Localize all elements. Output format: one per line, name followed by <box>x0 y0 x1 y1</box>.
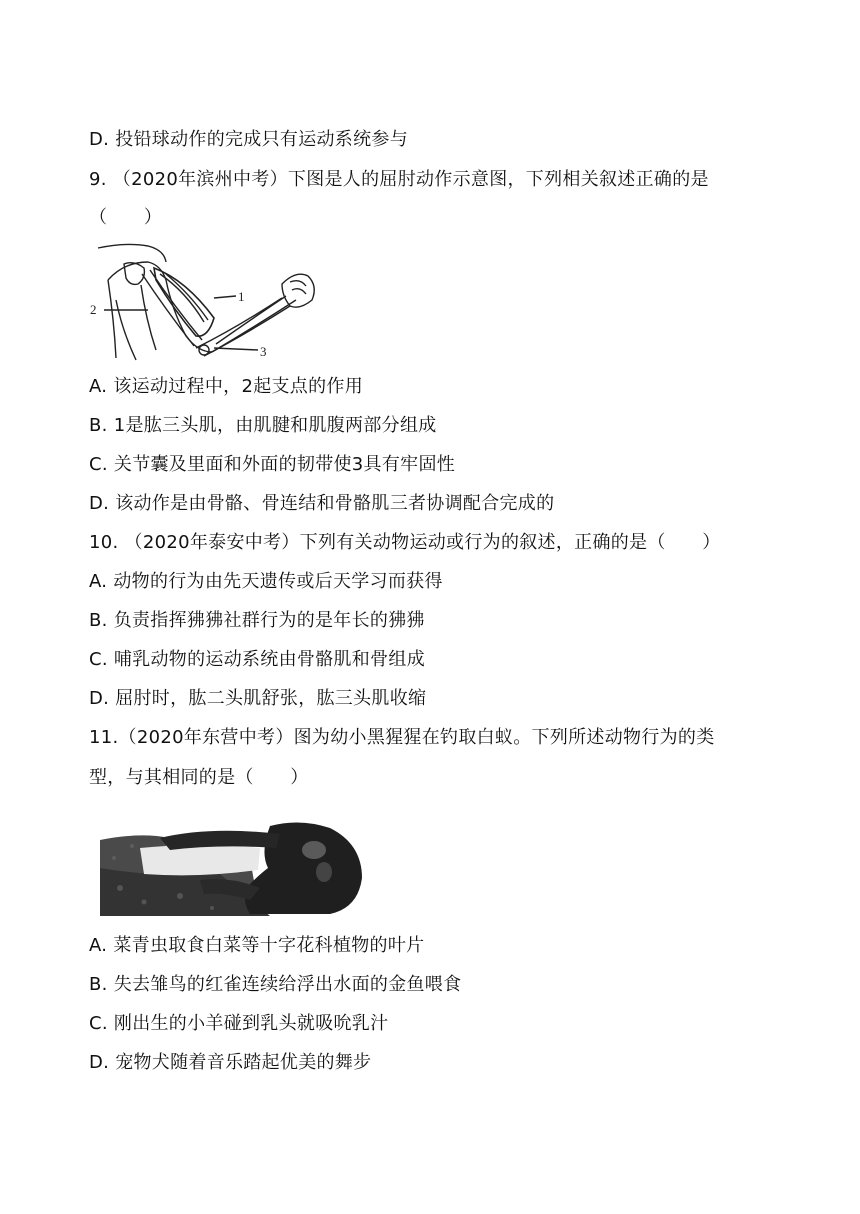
q11-stem: 11.（2020年东营中考）图为幼小黑猩猩在钓取白蚁。下列所述动物行为的类 <box>89 727 715 748</box>
q9-stem: 9. （2020年滨州中考）下图是人的屈肘动作示意图，下列相关叙述正确的是 <box>89 169 709 190</box>
figure-label-3: 3 <box>260 344 267 359</box>
elbow-flexion-figure <box>86 240 326 365</box>
q11-stem-continued: 型，与其相同的是（ ） <box>89 767 309 788</box>
chimpanzee-photo <box>100 818 365 916</box>
q11-option-b: B. 失去雏鸟的红雀连续给浮出水面的金鱼喂食 <box>89 974 462 995</box>
q9-answer-paren: （ ） <box>89 207 163 228</box>
q9-option-a: A. 该运动过程中，2起支点的作用 <box>89 376 363 397</box>
q11-option-c: C. 刚出生的小羊碰到乳头就吸吮乳汁 <box>89 1013 389 1034</box>
q9-option-b: B. 1是肱三头肌，由肌腱和肌腹两部分组成 <box>89 415 437 436</box>
q10-option-a: A. 动物的行为由先天遗传或后天学习而获得 <box>89 571 443 592</box>
figure-label-1: 1 <box>238 289 245 304</box>
q10-option-b: B. 负责指挥狒狒社群行为的是年长的狒狒 <box>89 610 425 631</box>
q10-option-c: C. 哺乳动物的运动系统由骨骼肌和骨组成 <box>89 649 426 670</box>
q11-option-d: D. 宠物犬随着音乐踏起优美的舞步 <box>89 1052 372 1073</box>
figure-label-2: 2 <box>90 302 97 317</box>
q8-option-d: D. 投铅球动作的完成只有运动系统参与 <box>89 129 409 150</box>
q10-stem: 10. （2020年泰安中考）下列有关动物运动或行为的叙述，正确的是（ ） <box>89 532 721 553</box>
q9-option-d: D. 该动作是由骨骼、骨连结和骨骼肌三者协调配合完成的 <box>89 493 555 514</box>
q10-option-d: D. 屈肘时，肱二头肌舒张，肱三头肌收缩 <box>89 688 427 709</box>
q11-option-a: A. 菜青虫取食白菜等十字花科植物的叶片 <box>89 935 425 956</box>
q9-option-c: C. 关节囊及里面和外面的韧带使3具有牢固性 <box>89 454 456 475</box>
